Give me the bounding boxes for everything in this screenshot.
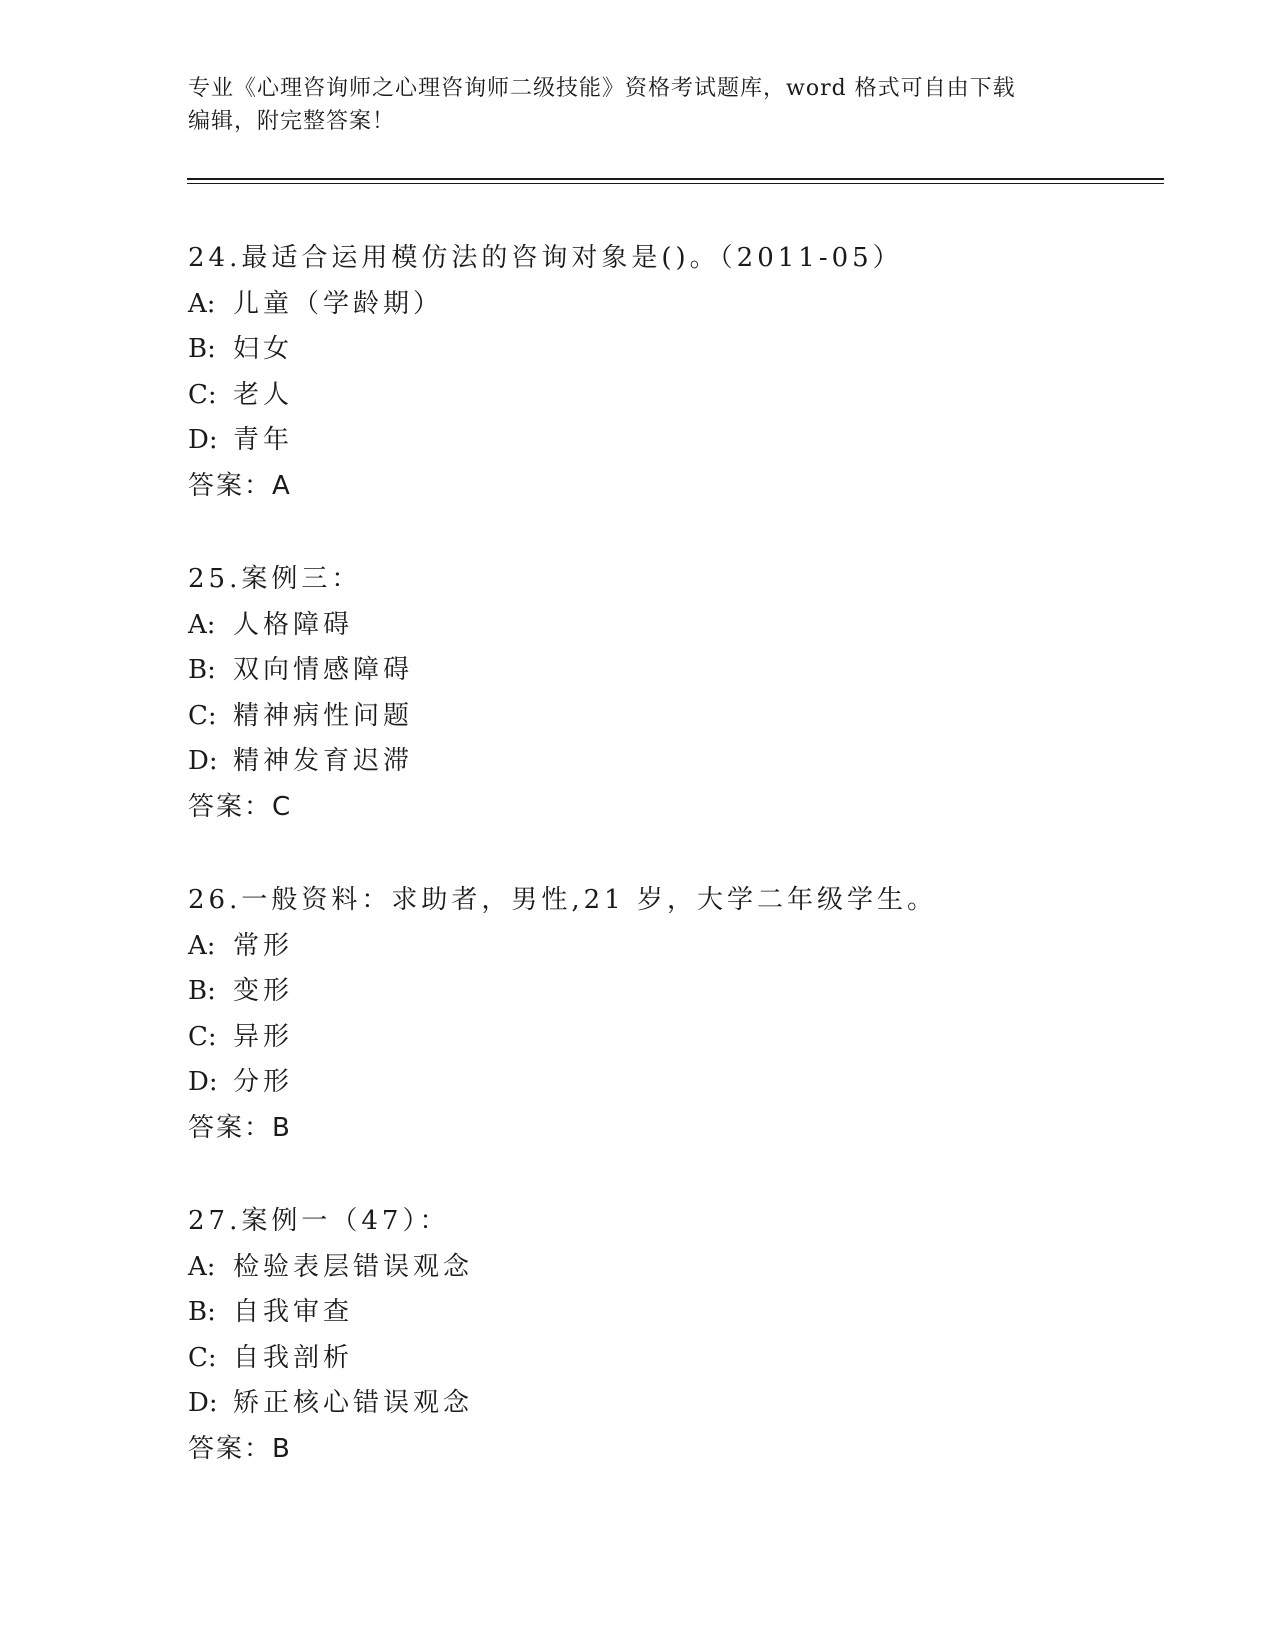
option-letter: B: [188,334,216,365]
option-letter: D: [188,746,218,777]
option-c [188,373,1188,419]
option-text: 分形 [233,1067,294,1098]
option-letter: A: [188,930,216,961]
header-divider-thin [187,183,1164,184]
question-number: 27. [188,1206,242,1236]
option-text: 妇女 [233,334,294,365]
header-line-2: 编辑，附完整答案！ [188,109,396,134]
question-24 [188,236,1188,557]
option-letter: A: [188,1251,216,1282]
option-text: 双向情感障碍 [233,655,414,686]
option-a [188,282,1188,328]
option-d [188,1060,1188,1106]
answer-line: 答案：A [188,470,292,501]
question-list [188,236,1188,1520]
question-stem [188,236,1188,282]
option-b [188,1290,1188,1336]
option-a [188,1245,1188,1291]
option-letter: A: [188,288,216,319]
header-divider-thick [187,178,1164,180]
question-27 [188,1199,1188,1520]
option-letter: B: [188,655,216,686]
option-d [188,739,1188,785]
answer-line: 答案：B [188,1112,292,1143]
option-text: 青年 [233,425,294,456]
question-stem [188,878,1188,924]
option-d [188,1381,1188,1427]
option-c [188,694,1188,740]
question-25 [188,557,1188,878]
option-text: 人格障碍 [233,609,354,640]
option-a [188,924,1188,970]
option-b [188,969,1188,1015]
option-b [188,327,1188,373]
header-line-1: 专业《心理咨询师之心理咨询师二级技能》资格考试题库，word 格式可自由下载 [188,76,1016,101]
option-text: 异形 [233,1021,294,1052]
question-text: 最适合运用模仿法的咨询对象是()。（2011-05） [241,243,903,273]
option-text: 变形 [233,976,294,1007]
option-c [188,1015,1188,1061]
question-number: 24. [188,243,242,273]
option-text: 常形 [233,930,294,961]
option-letter: D: [188,1067,218,1098]
option-text: 自我剖析 [233,1342,354,1373]
option-letter: C: [188,379,217,410]
option-text: 自我审查 [233,1297,354,1328]
option-letter: A: [188,609,216,640]
option-d [188,418,1188,464]
option-letter: B: [188,1297,216,1328]
option-b [188,648,1188,694]
question-text: 一般资料：求助者，男性,21 岁，大学二年级学生。 [241,885,937,915]
option-text: 儿童（学龄期） [233,288,444,319]
option-text: 矫正核心错误观念 [233,1388,474,1419]
option-text: 检验表层错误观念 [233,1251,474,1282]
document-header [188,72,1088,138]
question-number: 25. [188,564,242,594]
option-text: 精神病性问题 [233,700,414,731]
option-letter: C: [188,700,217,731]
question-stem [188,1199,1188,1245]
option-letter: D: [188,425,218,456]
option-a [188,603,1188,649]
option-letter: B: [188,976,216,1007]
question-26 [188,878,1188,1199]
question-text: 案例一（47）： [241,1206,450,1236]
question-text: 案例三： [241,564,362,594]
question-stem [188,557,1188,603]
option-letter: C: [188,1021,217,1052]
option-letter: D: [188,1388,218,1419]
option-c [188,1336,1188,1382]
option-text: 老人 [233,379,294,410]
question-number: 26. [188,885,242,915]
option-text: 精神发育迟滞 [233,746,414,777]
answer-line: 答案：C [188,791,293,822]
answer-line: 答案：B [188,1433,292,1464]
option-letter: C: [188,1342,217,1373]
